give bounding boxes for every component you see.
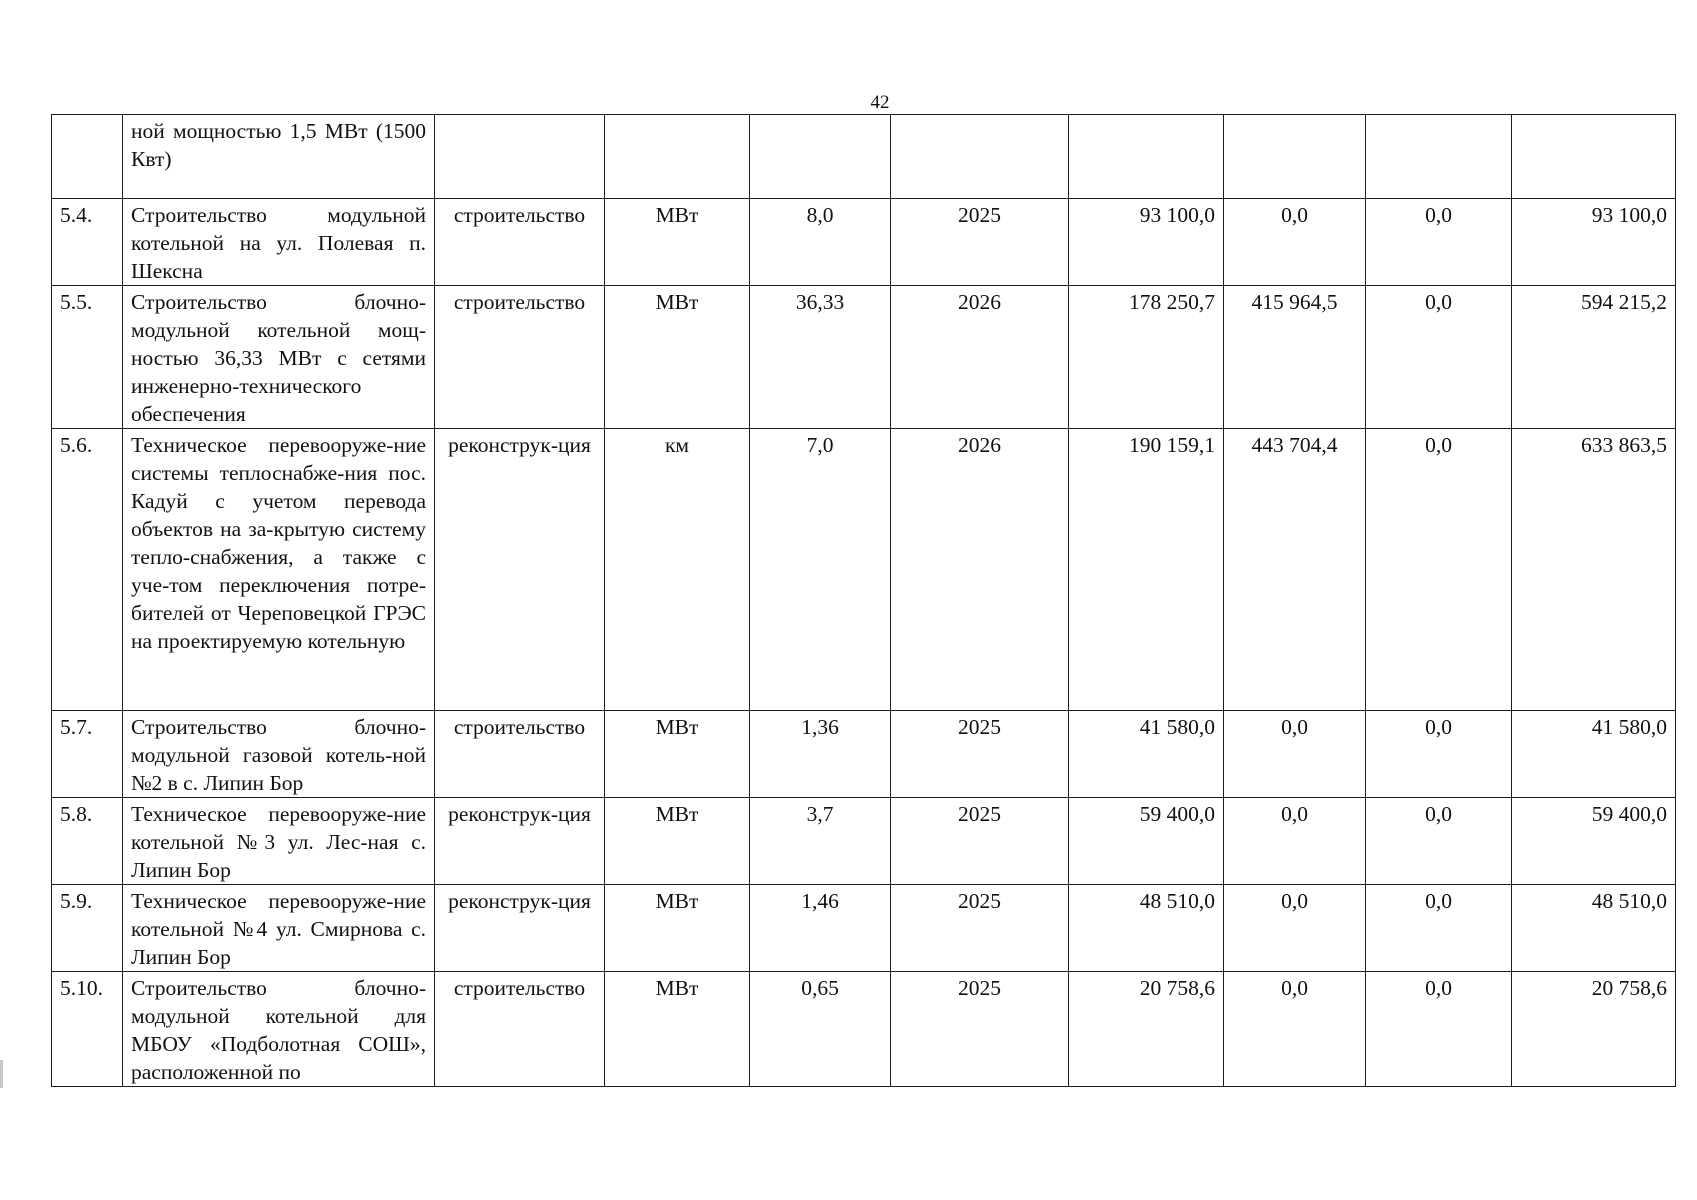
row-value-2: 0,0 — [1224, 199, 1366, 286]
row-description: Строительство модульной котельной на ул. Полевая п. Шексна — [123, 199, 435, 286]
row-value-2: 443 704,4 — [1224, 429, 1366, 711]
row-work-type: реконструк-ция — [435, 429, 605, 711]
row-total: 20 758,6 — [1512, 972, 1676, 1087]
row-year: 2025 — [891, 199, 1069, 286]
row-number — [52, 115, 123, 199]
row-total: 93 100,0 — [1512, 199, 1676, 286]
row-value-1: 178 250,7 — [1069, 286, 1224, 429]
row-value-2 — [1224, 115, 1366, 199]
row-unit — [605, 115, 750, 199]
row-value-3: 0,0 — [1366, 798, 1512, 885]
row-number: 5.5. — [52, 286, 123, 429]
row-number: 5.9. — [52, 885, 123, 972]
row-value-1 — [1069, 115, 1224, 199]
row-total: 48 510,0 — [1512, 885, 1676, 972]
investment-table — [51, 114, 1676, 1087]
row-unit: МВт — [605, 972, 750, 1087]
row-value-3: 0,0 — [1366, 972, 1512, 1087]
row-value-3 — [1366, 115, 1512, 199]
row-value-1: 48 510,0 — [1069, 885, 1224, 972]
row-value-2: 415 964,5 — [1224, 286, 1366, 429]
row-capacity: 1,36 — [750, 711, 891, 798]
table-row — [52, 972, 1676, 1087]
row-work-type: строительство — [435, 199, 605, 286]
row-work-type: реконструк-ция — [435, 885, 605, 972]
row-value-2: 0,0 — [1224, 711, 1366, 798]
row-capacity: 3,7 — [750, 798, 891, 885]
row-total: 633 863,5 — [1512, 429, 1676, 711]
row-number: 5.10. — [52, 972, 123, 1087]
row-year: 2026 — [891, 286, 1069, 429]
row-number: 5.8. — [52, 798, 123, 885]
row-work-type — [435, 115, 605, 199]
row-work-type: строительство — [435, 972, 605, 1087]
row-work-type: реконструк-ция — [435, 798, 605, 885]
row-number: 5.7. — [52, 711, 123, 798]
row-capacity — [750, 115, 891, 199]
row-capacity: 8,0 — [750, 199, 891, 286]
row-unit: МВт — [605, 286, 750, 429]
row-unit: МВт — [605, 798, 750, 885]
row-value-2: 0,0 — [1224, 972, 1366, 1087]
row-description: Строительство блочно-модульной котельной мощ-ностью 36,33 МВт с сетями инженерно-технического обеспечения — [123, 286, 435, 429]
row-total: 59 400,0 — [1512, 798, 1676, 885]
row-year — [891, 115, 1069, 199]
row-value-3: 0,0 — [1366, 286, 1512, 429]
row-capacity: 36,33 — [750, 286, 891, 429]
row-capacity: 1,46 — [750, 885, 891, 972]
row-total — [1512, 115, 1676, 199]
row-value-2: 0,0 — [1224, 885, 1366, 972]
row-value-3: 0,0 — [1366, 429, 1512, 711]
row-unit: МВт — [605, 711, 750, 798]
row-capacity: 0,65 — [750, 972, 891, 1087]
row-total: 41 580,0 — [1512, 711, 1676, 798]
table-row — [52, 115, 1676, 199]
row-capacity: 7,0 — [750, 429, 891, 711]
row-value-1: 59 400,0 — [1069, 798, 1224, 885]
row-value-1: 190 159,1 — [1069, 429, 1224, 711]
row-number: 5.6. — [52, 429, 123, 711]
row-description: Техническое перевооруже-ние котельной №3 ул. Лес-ная с. Липин Бор — [123, 798, 435, 885]
row-description: Строительство блочно-модульной газовой котель-ной №2 в с. Липин Бор — [123, 711, 435, 798]
row-year: 2025 — [891, 798, 1069, 885]
row-year: 2026 — [891, 429, 1069, 711]
row-description: Строительство блочно-модульной котельной для МБОУ «Подболотная СОШ», расположенной по — [123, 972, 435, 1087]
table-row — [52, 798, 1676, 885]
row-value-2: 0,0 — [1224, 798, 1366, 885]
row-total: 594 215,2 — [1512, 286, 1676, 429]
row-value-1: 93 100,0 — [1069, 199, 1224, 286]
row-description: ной мощностью 1,5 МВт (1500 Квт) — [123, 115, 435, 199]
table-row — [52, 286, 1676, 429]
table-body — [52, 115, 1676, 1087]
row-work-type: строительство — [435, 711, 605, 798]
table-row — [52, 711, 1676, 798]
row-year: 2025 — [891, 972, 1069, 1087]
row-value-3: 0,0 — [1366, 711, 1512, 798]
row-unit: км — [605, 429, 750, 711]
row-value-1: 20 758,6 — [1069, 972, 1224, 1087]
scan-edge-mark — [0, 1060, 3, 1088]
row-description: Техническое перевооруже-ние котельной №4 ул. Смирнова с. Липин Бор — [123, 885, 435, 972]
row-year: 2025 — [891, 885, 1069, 972]
row-year: 2025 — [891, 711, 1069, 798]
row-work-type: строительство — [435, 286, 605, 429]
row-unit: МВт — [605, 885, 750, 972]
row-value-3: 0,0 — [1366, 199, 1512, 286]
row-description: Техническое перевооруже-ние системы теплоснабже-ния пос. Кадуй с учетом перевода объектов на за-крытую систему тепло-снабжения, а также с уче-том переключения потре-бителей от Череповецкой ГРЭС на проектируемую котельную — [123, 429, 435, 711]
row-value-1: 41 580,0 — [1069, 711, 1224, 798]
row-number: 5.4. — [52, 199, 123, 286]
table-row — [52, 429, 1676, 711]
table-row — [52, 199, 1676, 286]
row-value-3: 0,0 — [1366, 885, 1512, 972]
row-unit: МВт — [605, 199, 750, 286]
table-row — [52, 885, 1676, 972]
page-number: 42 — [870, 92, 890, 113]
